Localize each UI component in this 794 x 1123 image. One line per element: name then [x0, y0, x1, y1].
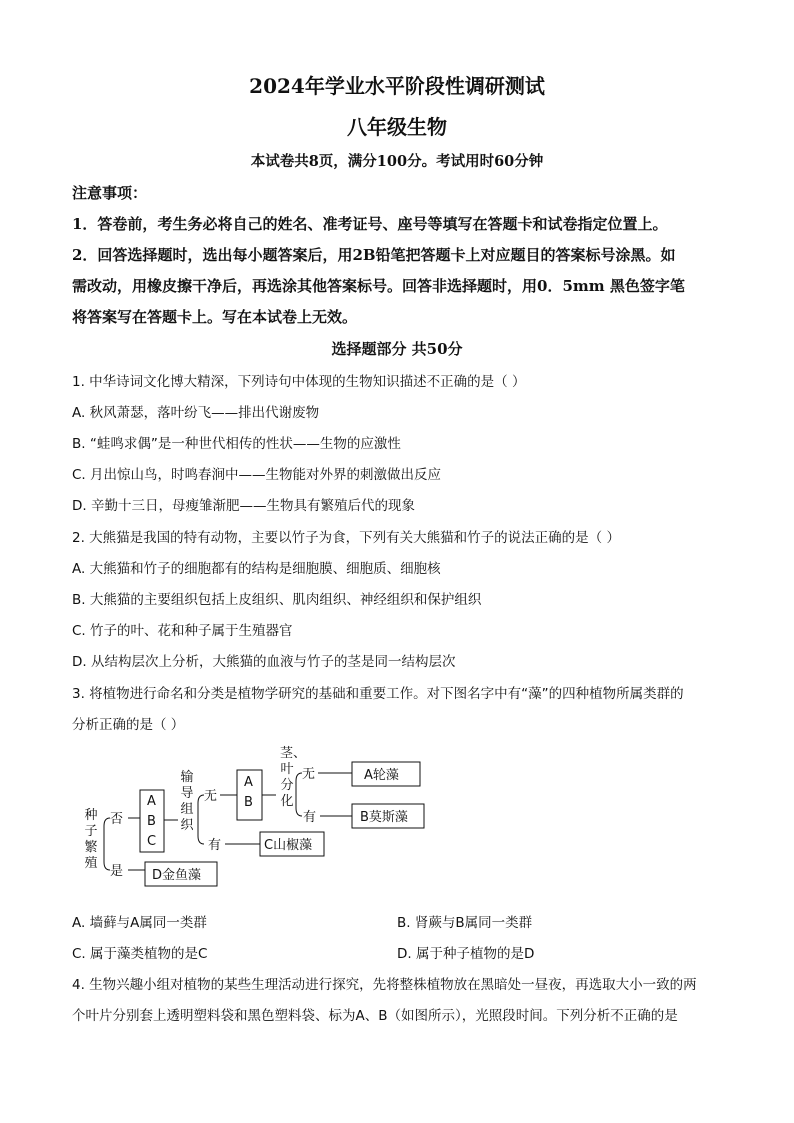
box-ab-letter-b: B: [244, 795, 253, 810]
question-2-option-a: A. 大熊猫和竹子的细胞都有的结构是细胞膜、细胞质、细胞核: [72, 561, 441, 577]
box-abc-letter-a: A: [147, 794, 156, 809]
exam-subtitle: 八年级生物: [347, 115, 447, 139]
question-2-option-c: C. 竹子的叶、花和种子属于生殖器官: [72, 623, 293, 639]
question-1-option-c: C. 月出惊山鸟，时鸣春涧中——生物能对外界的刺激做出反应: [72, 467, 442, 483]
question-2-option-d: D. 从结构层次上分析，大熊猫的血液与竹子的茎是同一结构层次: [72, 654, 456, 670]
question-1-stem: 1. 中华诗词文化博大精深，下列诗句中体现的生物知识描述不正确的是（ ）: [72, 374, 526, 390]
seed-reproduction-label: 种子繁殖: [84, 808, 98, 871]
leaf-label-c: C山椒藻: [264, 838, 313, 853]
question-3-stem-line-2: 分析正确的是（ ）: [72, 717, 185, 733]
leaf-label-b: B莫斯藻: [360, 810, 408, 825]
question-3-option-b: B. 肾蕨与B属同一类群: [397, 915, 533, 931]
exam-info: 本试卷共8页，满分100分。考试用时60分钟: [250, 153, 544, 170]
question-2-stem: 2. 大熊猫是我国的特有动物，主要以竹子为食，下列有关大熊猫和竹子的说法正确的是（ ）: [72, 530, 620, 546]
exam-title: 2024年学业水平阶段性调研测试: [249, 74, 545, 98]
box-ab-letter-a: A: [244, 775, 253, 790]
question-3-option-d: D. 属于种子植物的是D: [397, 946, 535, 962]
stem-leaf-differentiation-label: 茎、叶分化: [280, 746, 307, 809]
section-title: 选择题部分 共50分: [331, 340, 463, 358]
question-4-stem-line-2: 个叶片分别套上透明塑料袋和黑色塑料袋、标为A、B（如图所示），光照段时间。下列分析不正确的是: [72, 1008, 678, 1024]
seed-no: 否: [110, 812, 124, 827]
notice-heading: 注意事项：: [72, 184, 148, 202]
box-abc-letter-b: B: [147, 814, 156, 829]
question-3-stem-line-1: 3. 将植物进行命名和分类是植物学研究的基础和重要工作。对下图名字中有“藻”的四种植物所属类群的: [72, 686, 684, 702]
question-4-stem-line-1: 4. 生物兴趣小组对植物的某些生理活动进行探究，先将整株植物放在黑暗处一昼夜，再选取大小一致的两: [72, 977, 697, 993]
notice-item-1: 1．答卷前，考生务必将自己的姓名、准考证号、座号等填写在答题卡和试卷指定位置上。: [72, 215, 668, 233]
question-3-option-a: A. 墙藓与A属同一类群: [72, 915, 207, 931]
stem-leaf-none: 无: [302, 767, 316, 782]
stem-leaf-has: 有: [303, 810, 317, 825]
vascular-none: 无: [204, 789, 218, 804]
question-1-option-a: A. 秋风萧瑟，落叶纷飞——排出代谢废物: [72, 405, 320, 421]
vascular-tissue-label: 输导组织: [180, 770, 194, 833]
leaf-label-a: A轮藻: [364, 768, 399, 783]
leaf-label-d: D金鱼藻: [152, 868, 202, 883]
question-1-option-b: B. “蛙鸣求偶”是一种世代相传的性状——生物的应激性: [72, 436, 401, 452]
seed-yes: 是: [110, 864, 124, 879]
notice-item-2-line-3: 将答案写在答题卡上。写在本试卷上无效。: [72, 308, 358, 326]
question-3-option-c: C. 属于藻类植物的是C: [72, 946, 208, 962]
notice-item-2-line-1: 2．回答选择题时，选出每小题答案后，用2B铅笔把答题卡上对应题目的答案标号涂黑。如: [72, 246, 676, 264]
notice-item-2-line-2: 需改动，用橡皮擦干净后，再选涂其他答案标号。回答非选择题时，用0．5mm 黑色签字笔: [72, 277, 685, 295]
question-2-option-b: B. 大熊猫的主要组织包括上皮组织、肌肉组织、神经组织和保护组织: [72, 592, 482, 608]
question-1-option-d: D. 辛勤十三日，母瘦雏渐肥——生物具有繁殖后代的现象: [72, 498, 415, 514]
vascular-has: 有: [208, 838, 222, 853]
box-abc-letter-c: C: [147, 834, 157, 849]
